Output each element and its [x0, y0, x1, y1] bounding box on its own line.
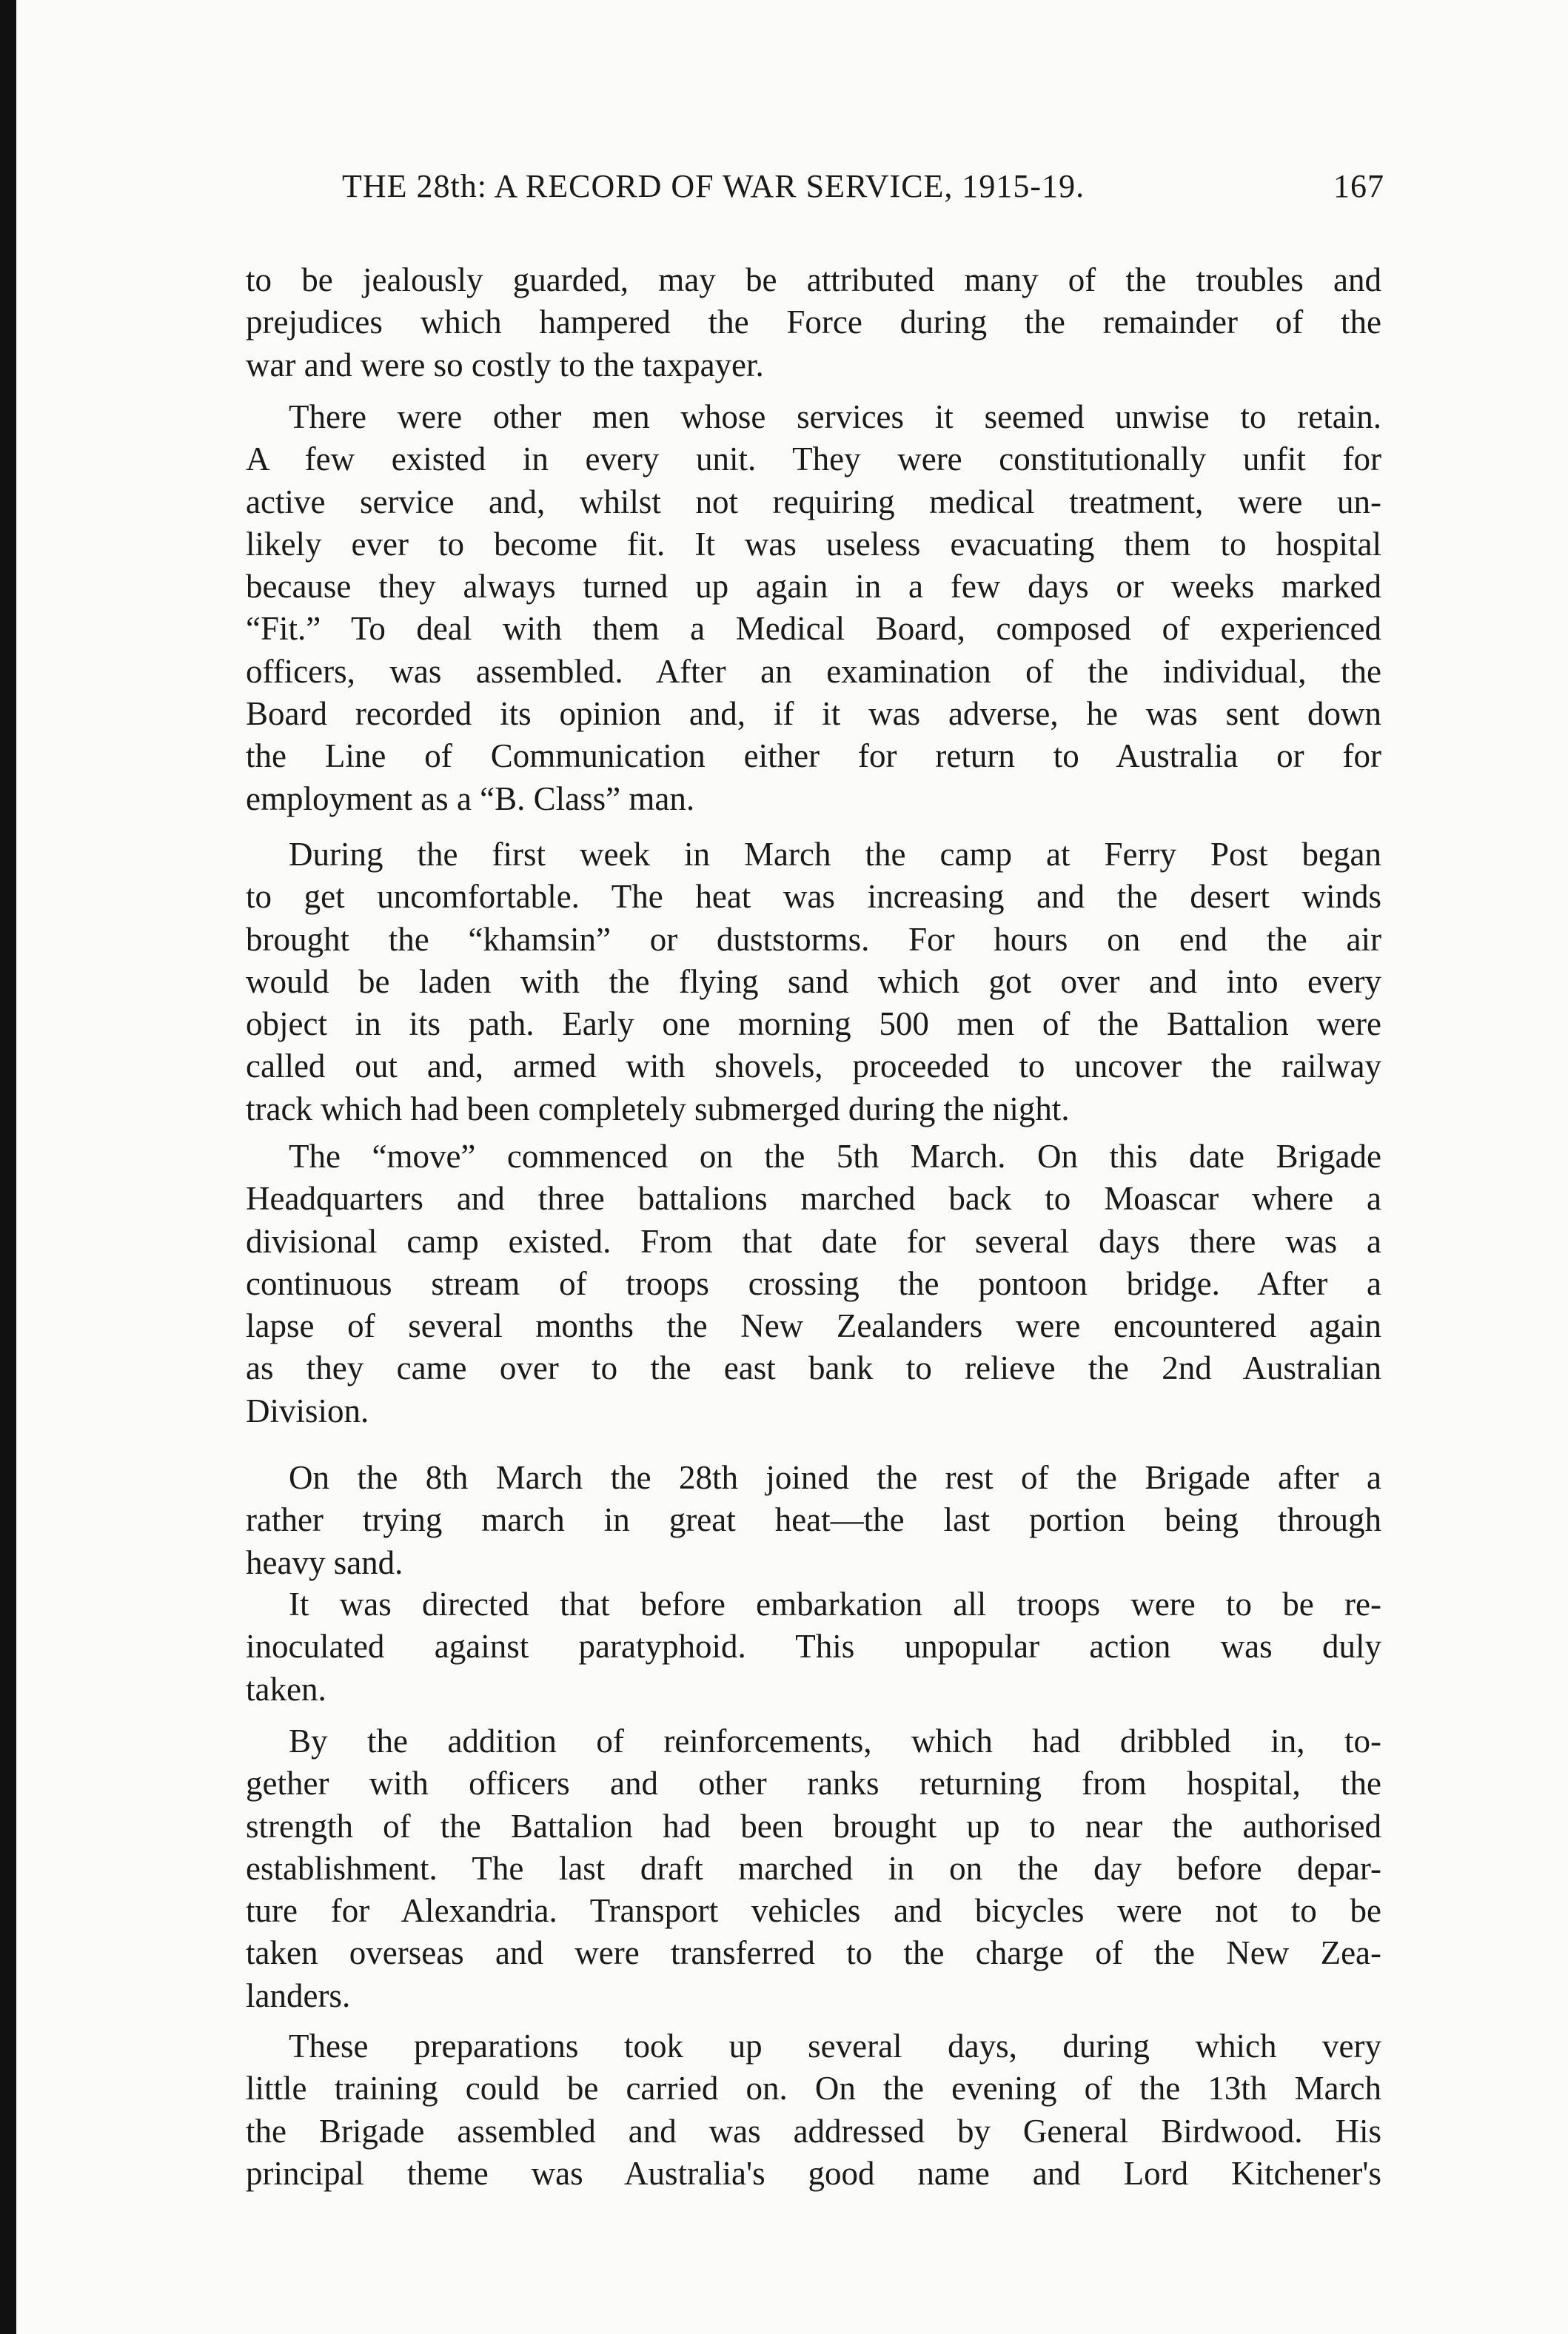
text-line: likely ever to become fit. It was useless evacuating them to hospital [246, 525, 1381, 563]
text-line: to get uncomfortable. The heat was increasing and the desert winds [246, 878, 1381, 916]
text-line: establishment. The last draft marched in on the day before depar- [246, 1849, 1381, 1887]
paragraph [246, 396, 1381, 820]
text-line: would be laden with the flying sand which got over and into every [246, 962, 1381, 1000]
paragraph [246, 1136, 1381, 1432]
text-line: divisional camp existed. From that date for several days there was a [246, 1222, 1381, 1260]
text-line: war and were so costly to the taxpayer. [246, 346, 764, 383]
paragraph [246, 834, 1381, 1130]
text-line: During the first week in March the camp at Ferry Post began [289, 836, 1381, 873]
text-line: principal theme was Australia's good name and Lord Kitchener's [246, 2154, 1381, 2192]
text-line: brought the “khamsin” or duststorms. For hours on end the air [246, 920, 1381, 958]
page-number: 167 [1333, 168, 1384, 204]
text-line: object in its path. Early one morning 500 men of the Battalion were [246, 1005, 1381, 1043]
text-line: Headquarters and three battalions marched back to Moascar where a [246, 1180, 1381, 1218]
text-line: active service and, whilst not requiring medical treatment, were un- [246, 483, 1381, 520]
text-line: taken overseas and were transferred to the charge of the New Zea- [246, 1934, 1381, 1972]
scan-binding-edge [0, 0, 16, 2334]
text-line: The “move” commenced on the 5th March. On this date Brigade [289, 1138, 1381, 1175]
text-line: the Line of Communication either for return to Australia or for [246, 737, 1381, 775]
running-header [342, 167, 1384, 212]
text-line: because they always turned up again in a few days or weeks marked [246, 568, 1381, 606]
text-line: gether with officers and other ranks returning from hospital, the [246, 1765, 1381, 1803]
text-line: prejudices which hampered the Force during the remainder of the [246, 304, 1381, 341]
text-line: officers, was assembled. After an examination of the individual, the [246, 652, 1381, 690]
paragraph [246, 2025, 1381, 2195]
text-line: continuous stream of troops crossing the pontoon bridge. After a [246, 1264, 1381, 1302]
text-line: These preparations took up several days, during which very [289, 2028, 1381, 2065]
text-line: It was directed that before embarkation all troops were to be re- [289, 1586, 1381, 1623]
text-line: strength of the Battalion had been brought up to near the authorised [246, 1807, 1381, 1845]
text-line: Division. [246, 1392, 369, 1429]
text-line: track which had been completely submerged during the night. [246, 1090, 1070, 1127]
text-line: Board recorded its opinion and, if it was adverse, he was sent down [246, 695, 1381, 733]
running-title: THE 28th: A RECORD OF WAR SERVICE, 1915-19. [342, 168, 1085, 204]
text-line: On the 8th March the 28th joined the rest of the Brigade after a [289, 1459, 1381, 1496]
text-line: landers. [246, 1976, 351, 2014]
text-line: the Brigade assembled and was addressed by General Birdwood. His [246, 2112, 1381, 2150]
text-line: There were other men whose services it seemed unwise to retain. [289, 398, 1381, 435]
paragraph [246, 1457, 1381, 1584]
text-line: lapse of several months the New Zealanders were encountered again [246, 1307, 1381, 1345]
text-line: little training could be carried on. On the evening of the 13th March [246, 2070, 1381, 2107]
text-line: ture for Alexandria. Transport vehicles and bicycles were not to be [246, 1892, 1381, 1930]
text-line: to be jealously guarded, may be attributed many of the troubles and [246, 261, 1381, 298]
text-line: inoculated against paratyphoid. This unpopular action was duly [246, 1628, 1381, 1666]
text-line: By the addition of reinforcements, which had dribbled in, to- [289, 1723, 1381, 1760]
text-line: “Fit.” To deal with them a Medical Board, composed of experienced [246, 610, 1381, 648]
paragraph [246, 1720, 1381, 2017]
text-line: called out and, armed with shovels, proceeded to uncover the railway [246, 1047, 1381, 1085]
text-line: employment as a “B. Class” man. [246, 779, 695, 817]
text-line: taken. [246, 1670, 326, 1708]
paragraph [246, 259, 1381, 386]
text-line: heavy sand. [246, 1543, 403, 1581]
text-line: rather trying march in great heat—the last portion being through [246, 1501, 1381, 1539]
paragraph [246, 1583, 1381, 1711]
text-line: A few existed in every unit. They were constitutionally unfit for [246, 440, 1381, 478]
text-line: as they came over to the east bank to relieve the 2nd Australian [246, 1349, 1381, 1387]
